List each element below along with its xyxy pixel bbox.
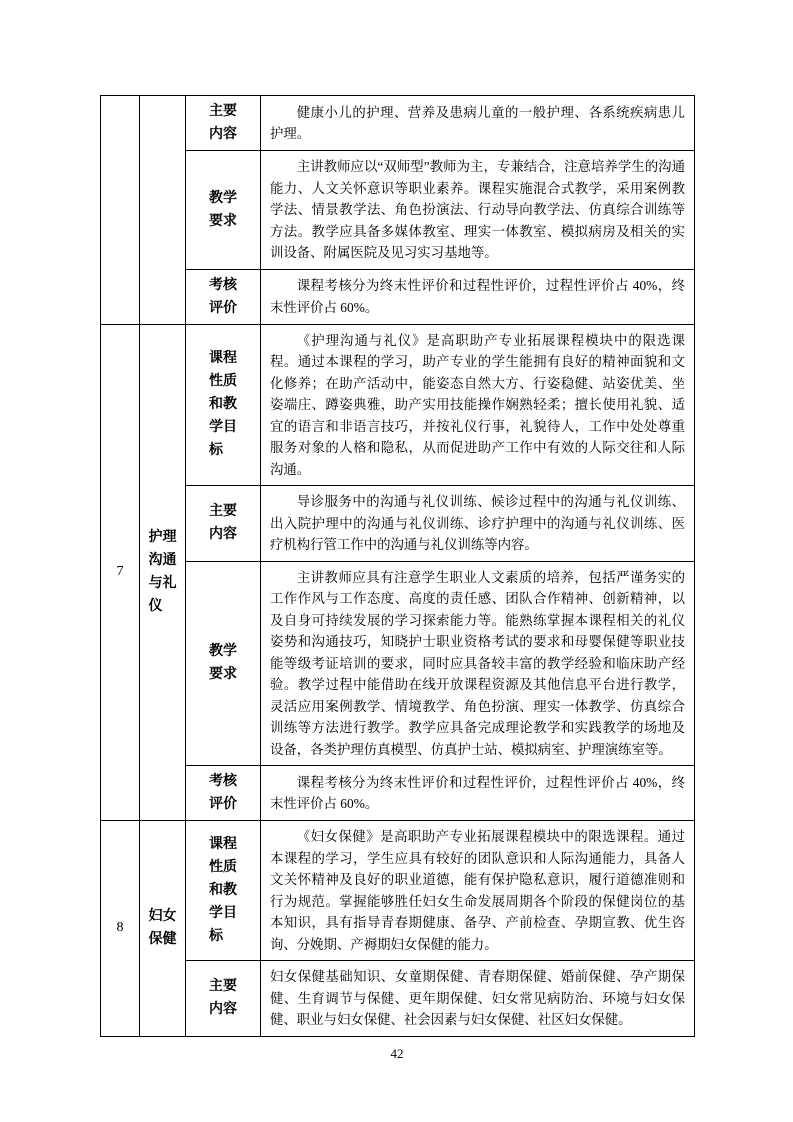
- section-content-cell: [261, 561, 695, 766]
- section-content-cell: [261, 96, 695, 151]
- section-label-text: 教学要求: [209, 644, 237, 683]
- course-name-cell: [140, 821, 186, 1037]
- section-content-cell: [261, 766, 695, 821]
- section-label-text: 教学要求: [209, 190, 237, 229]
- section-label-cell: [186, 96, 261, 151]
- table-row: [101, 961, 695, 1037]
- section-content-text: 妇女保健基础知识、女童期保健、青春期保健、婚前保健、孕产期保健、生育调节与保健、更年期保健、妇女常见病防治、环境与妇女保健、职业与妇女保健、社会因素与妇女保健、社区妇女保健。: [270, 969, 685, 1027]
- course-name-cell: [140, 96, 186, 325]
- course-name-text: 护理沟通与礼仪: [148, 530, 177, 615]
- row-number-cell: [101, 96, 140, 325]
- page-number: 42: [390, 1045, 404, 1061]
- section-label-text: 主要内容: [209, 979, 237, 1018]
- section-content-text: 课程考核分为终末性评价和过程性评价，过程性评价占 40%，终末性评价占 60%。: [270, 774, 685, 811]
- course-name-cell: [140, 324, 186, 821]
- section-label-cell: [186, 961, 261, 1037]
- table-row: [101, 151, 695, 270]
- section-label-text: 课程性质和教学目标: [209, 837, 237, 944]
- section-content-text: 课程考核分为终末性评价和过程性评价，过程性评价占 40%，终末性评价占 60%。: [270, 278, 685, 315]
- table-row: [101, 561, 695, 766]
- section-content-text: 《妇女保健》是高职助产专业拓展课程模块中的限选课程。通过本课程的学习，学生应具有较好的团队意识和人际沟通能力，具备人文关怀精神及良好的职业道德，能有保护隐私意识，履行道德准则和行为规范。掌握能够胜任妇女生命发展周期各个阶段的保健岗位的基本知识，具有指导青春期健康、备孕、产前检查、孕期宣教、优生咨询、分娩期、产褥期妇女保健的能力。: [270, 829, 685, 952]
- section-content-text: 主讲教师应以“双师型”教师为主，专兼结合，注意培养学生的沟通能力、人文关怀意识等职业素养。课程实施混合式教学，采用案例教学法、情景教学法、角色扮演法、行动导向教学法、仿真综合训练等方法。教学应具备多媒体教室、理实一体教室、模拟病房及相关的实训设备、附属医院及见习实习基地等。: [270, 159, 685, 260]
- section-label-text: 考核评价: [209, 774, 237, 812]
- section-content-text: 导诊服务中的沟通与礼仪训练、候诊过程中的沟通与礼仪训练、出入院护理中的沟通与礼仪训练、诊疗护理中的沟通与礼仪训练、医疗机构行管工作中的沟通与礼仪训练等内容。: [270, 494, 685, 552]
- section-label-cell: [186, 561, 261, 766]
- table-row: [101, 486, 695, 562]
- section-content-cell: [261, 961, 695, 1037]
- section-label-text: 主要内容: [209, 104, 237, 142]
- section-content-cell: [261, 486, 695, 562]
- table-row: [101, 324, 695, 486]
- section-content-cell: [261, 269, 695, 324]
- section-content-text: 主讲教师应具有注意学生职业人文素质的培养，包括严谨务实的工作作风与工作态度、高度的责任感、团队合作精神、创新精神，以及自身可持续发展的学习探索能力等。能熟练掌握本课程相关的礼仪姿势和沟通技巧，知晓护士职业资格考试的要求和母婴保健等职业技能等级考证培训的要求，同时应具备较丰富的教学经验和临床助产经验。教学过程中能借助在线开放课程资源及其他信息平台进行教学，灵活应用案例教学、情境教学、角色扮演、理实一体教学、仿真综合训练等方法进行教学。教学应具备完成理论教学和实践教学的场地及设备，各类护理仿真模型、仿真护士站、模拟病室、护理演练室等。: [270, 569, 685, 757]
- section-label-cell: [186, 269, 261, 324]
- section-label-cell: [186, 486, 261, 562]
- table-row: [101, 269, 695, 324]
- section-label-cell: [186, 766, 261, 821]
- course-name-text: 妇女保健: [148, 909, 177, 948]
- section-content-cell: [261, 821, 695, 961]
- section-label-text: 主要内容: [209, 504, 237, 543]
- table-row: [101, 821, 695, 961]
- section-content-text: 《护理沟通与礼仪》是高职助产专业拓展课程模块中的限选课程。通过本课程的学习，助产专业的学生能拥有良好的精神面貌和文化修养；在助产活动中，能姿态自然大方、行姿稳健、站姿优美、坐姿端庄、蹲姿典雅，助产实用技能操作娴熟轻柔；擅长使用礼貌、适宜的语言和非语言技巧，并按礼仪行事，礼貌待人，工作中处处尊重服务对象的人格和隐私，从而促进助产工作中有效的人际交往和人际沟通。: [270, 332, 685, 477]
- section-label-cell: [186, 324, 261, 486]
- section-content-cell: [261, 151, 695, 270]
- section-label-text: 考核评价: [209, 277, 237, 316]
- table-row: [101, 96, 695, 151]
- section-content-text: 健康小儿的护理、营养及患病儿童的一般护理、各系统疾病患儿护理。: [270, 104, 685, 141]
- table-row: [101, 766, 695, 821]
- row-number-cell: 8: [101, 821, 140, 1037]
- course-table: [100, 95, 695, 1037]
- section-label-text: 课程性质和教学目标: [209, 351, 237, 459]
- section-content-cell: [261, 324, 695, 486]
- section-label-cell: [186, 821, 261, 961]
- section-label-cell: [186, 151, 261, 270]
- row-number-cell: 7: [101, 324, 140, 821]
